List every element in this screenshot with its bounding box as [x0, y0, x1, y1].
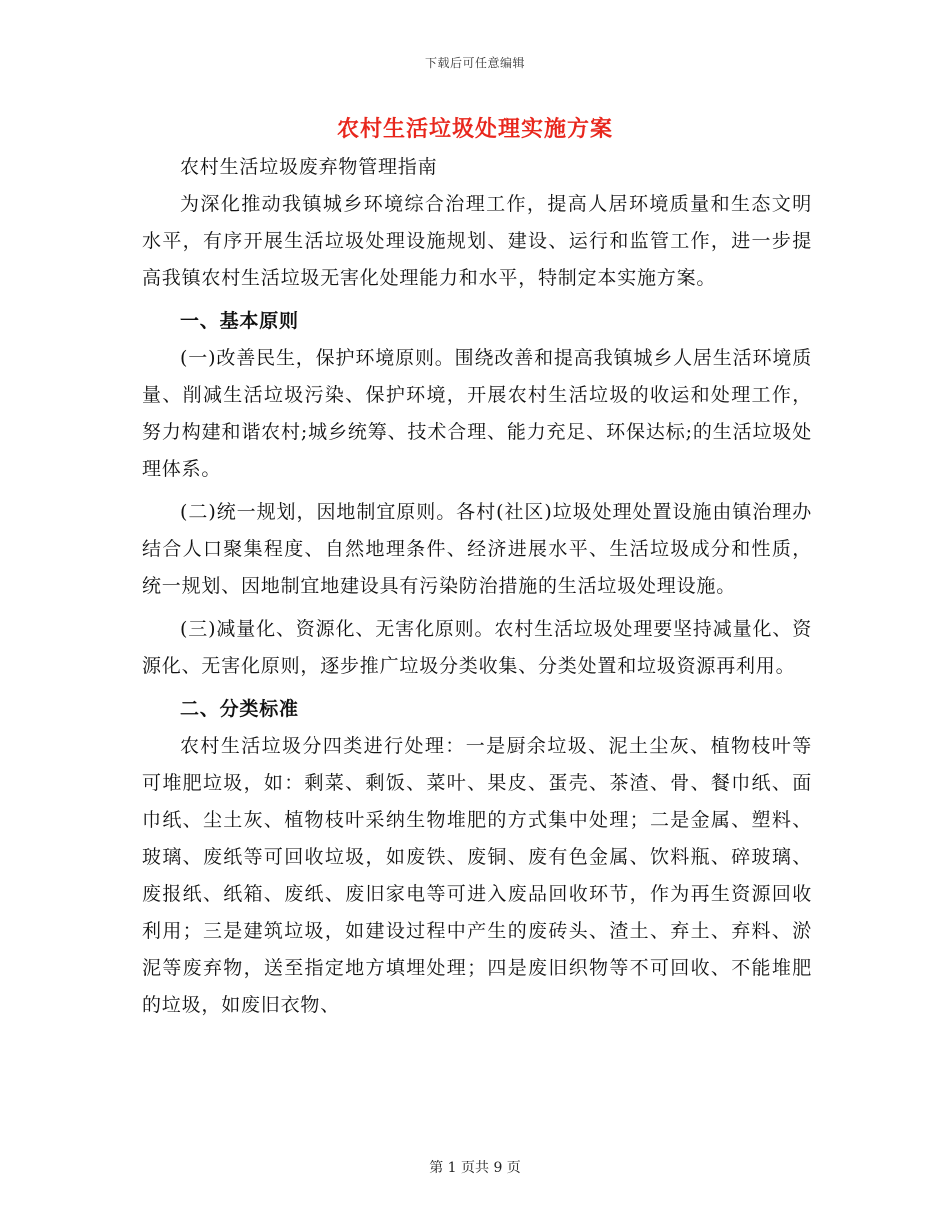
page-number: 第 1 页共 9 页: [429, 1160, 521, 1176]
header-note: 下载后可任意编辑: [424, 56, 525, 70]
section-heading-classification: 二、分类标准: [180, 698, 299, 720]
document-body: [142, 149, 812, 1024]
principle-paragraph-1: (一)改善民生，保护环境原则。围绕改善和提高我镇城乡人居生活环境质量、削减生活垃圾污染、保护环境，开展农村生活垃圾的收运和处理工作，努力构建和谐农村;城乡统筹、技术合理、能力充足、环保达标;的生活垃圾处理体系。: [142, 347, 812, 480]
section-heading-basic-principles: 一、基本原则: [180, 310, 299, 332]
intro-paragraph: 为深化推动我镇城乡环境综合治理工作，提高人居环境质量和生态文明水平，有序开展生活垃圾处理设施规划、建设、运行和监管工作，进一步提高我镇农村生活垃圾无害化处理能力和水平，特制定本实施方案。: [142, 193, 812, 289]
classification-paragraph: 农村生活垃圾分四类进行处理：一是厨余垃圾、泥土尘灰、植物枝叶等可堆肥垃圾，如：剩菜、剩饭、菜叶、果皮、蛋壳、茶渣、骨、餐巾纸、面巾纸、尘土灰、植物枝叶采纳生物堆肥的方式集中处理；二是金属、塑料、玻璃、废纸等可回收垃圾，如废铁、废铜、废有色金属、饮料瓶、碎玻璃、废报纸、纸箱、废纸、废旧家电等可进入废品回收环节，作为再生资源回收利用；三是建筑垃圾，如建设过程中产生的废砖头、渣土、弃土、弃料、淤泥等废弃物，送至指定地方填埋处理；四是废旧织物等不可回收、不能堆肥的垃圾，如废旧衣物、: [142, 735, 812, 1016]
document-subtitle: 农村生活垃圾废弃物管理指南: [180, 156, 438, 178]
principle-paragraph-2: (二)统一规划，因地制宜原则。各村(社区)垃圾处理处置设施由镇治理办结合人口聚集程度、自然地理条件、经济进展水平、生活垃圾成分和性质，统一规划、因地制宜地建设具有污染防治措施的生活垃圾处理设施。: [142, 501, 812, 597]
principle-paragraph-3: (三)减量化、资源化、无害化原则。农村生活垃圾处理要坚持减量化、资源化、无害化原则，逐步推广垃圾分类收集、分类处置和垃圾资源再利用。: [142, 618, 812, 677]
document-title: 农村生活垃圾处理实施方案: [336, 116, 613, 142]
